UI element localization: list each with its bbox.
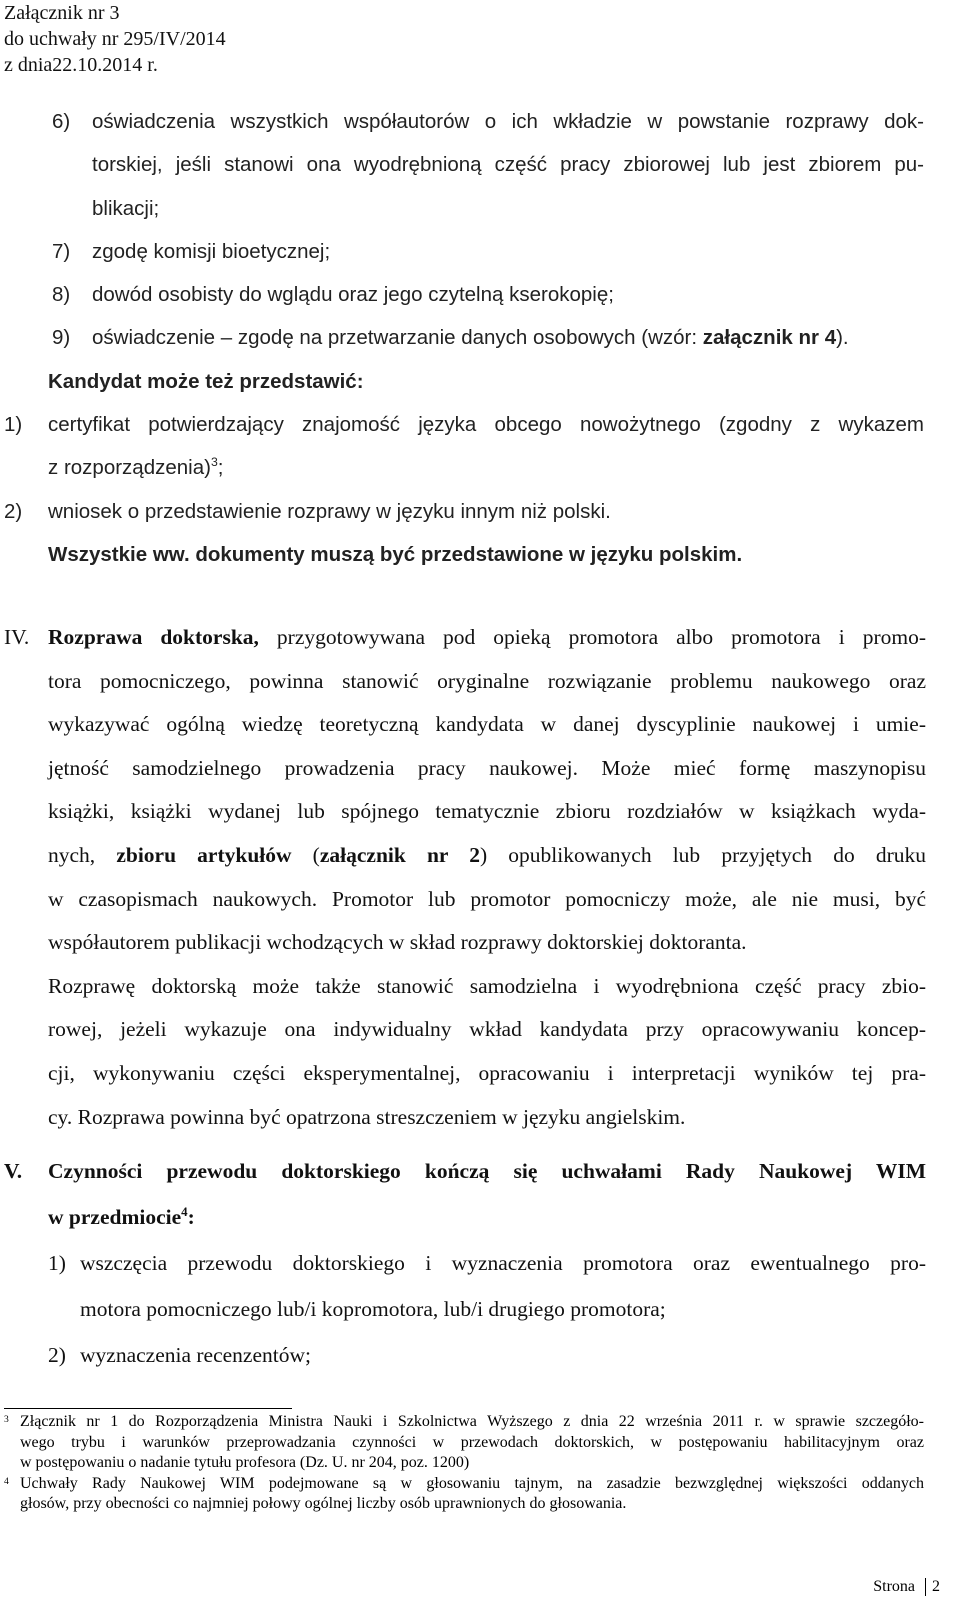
list-item-6 [52,100,960,143]
paragraph-line: rowej, jeżeli wykazuje ona indywidualny wkład kandydata przy opracowywaniu koncep- [48,1017,926,1042]
list-number: 1) [4,413,23,437]
list-number: 8) [52,283,71,307]
paragraph-line: wykazywać ogólną wiedzę teoretyczną kandydata w danej dyscyplinie naukowej i umie- [48,712,926,737]
list-item-text: wszczęcia przewodu doktorskiego i wyznaczenia promotora oraz ewentualnego pro- [80,1251,926,1275]
resolution-number: do uchwały nr 295/IV/2014 [4,28,226,50]
page-number: 2 [932,1578,940,1595]
annex-header [4,0,226,78]
list-item-text-part: ; [217,456,224,480]
paragraph-line: Rozprawę doktorską może także stanowić samodzielna i wyodrębniona część pracy zbio- [48,973,926,998]
list-item-text-part: oświadczenie – zgodę na przetwarzanie danych osobowych (wzór: [92,326,703,350]
list-item-text: certyfikat potwierdzający znajomość języka obcego nowożytnego (zgodny z wykazem [48,413,924,437]
footnote-3-line-1: 3 Złącznik nr 1 do Rozporządzenia Ministra Nauki i Szkolnictwa Wyższego z dnia 22 września 2011 r. w sprawie szczegóło- [4,1412,924,1433]
paragraph-line: tora pomocniczego, powinna stanowić oryginalne rozwiązanie problemu naukowego oraz [48,668,926,693]
section-number: IV. [4,625,30,649]
section-heading: w przedmiocie [48,1205,182,1229]
paragraph-line [48,616,926,660]
resolution-item-2 [48,1332,960,1378]
language-requirement [48,533,960,576]
paragraph-text: przygotowywana pod opieką promotora albo promotora i promo- [258,625,926,649]
list-item-text [92,316,849,359]
articles-term: zbioru artykułów [116,842,292,867]
section-v [0,1148,960,1378]
list-item-text: dowód osobisty do wglądu oraz jego czytelną kserokopię; [92,283,614,307]
paragraph-line: książki, książki wydanej lub spójnego tematycznie zbioru rozdziałów w książkach wyda- [48,799,926,824]
annex-reference: załącznik nr 4 [702,326,837,350]
footnote-text: głosów, przy obecności co najmniej połowy ogólnej liczby osób uprawnionych do głosowania. [20,1495,627,1512]
page-number-label: Strona [873,1578,926,1596]
list-number: 7) [52,239,71,263]
list-item-7 [52,230,960,273]
dissertation-term: Rozprawa doktorska, [48,625,259,649]
section-number: V. [4,1159,23,1183]
list-number: 2) [4,499,23,523]
resolution-item-1 [48,1240,960,1286]
list-number: 1) [48,1251,66,1275]
list-item-text: oświadczenia wszystkich współautorów o ich wkładzie w powstanie rozprawy dok- [92,110,924,133]
paragraph-text: ) opublikowanych lub przyjętych do druku [479,842,926,867]
optional-item-1 [4,403,960,446]
annex-reference: załącznik nr 2 [319,842,480,867]
footnote-text: w postępowaniu o nadanie tytułu profesora (Dz. U. nr 204, poz. 1200) [20,1454,470,1471]
optional-item-2 [4,490,960,533]
paragraph-line: jętność samodzielnego prowadzenia pracy naukowej. Może mieć formę maszynopisu [48,755,926,780]
list-item-text-part: ). [836,326,849,350]
section-v-heading-line-1 [4,1148,960,1194]
list-item-text: wniosek o przedstawienie rozprawy w języku innym niż polski. [48,499,611,523]
optional-documents-heading [48,360,960,403]
paragraph-line: współautorem publikacji wchodzących w skład rozprawy doktorskiej doktoranta. [48,930,747,955]
footnote-4-line-1: 4 Uchwały Rady Naukowej WIM podejmowane są w głosowaniu tajnym, na zasadzie bezwzględnej większości oddanych [4,1474,924,1495]
paragraph-line: cji, wykonywaniu części eksperymentalnej, opracowaniu i interpretacji wyników tej pra- [48,1060,926,1085]
section-heading: Czynności przewodu doktorskiego kończą się uchwałami Rady Naukowej WIM [48,1159,926,1183]
section-heading: : [187,1205,195,1229]
footnote-ref: 3 [210,455,218,470]
list-item-8 [52,273,960,316]
list-number: 6) [52,110,71,133]
paragraph-line: cy. Rozprawa powinna być opatrzona streszczeniem w języku angielskim. [48,1104,686,1129]
footnote-ref: 4 [181,1204,188,1219]
requirement-text: Wszystkie ww. dokumenty muszą być przedstawione w języku polskim. [48,542,743,566]
list-number: 9) [52,326,71,350]
footnote-text: Uchwały Rady Naukowej WIM podejmowane są w głosowaniu tajnym, na zasadzie bezwzględnej większości oddanych [20,1474,924,1492]
paragraph-text: ( [291,842,320,867]
list-number: 2) [48,1343,66,1367]
paragraph-text: nych, [48,842,117,867]
list-item-text [48,446,960,489]
footnote-separator [4,1408,292,1409]
list-item-text: blikacji; [92,196,160,220]
annex-title: Załącznik nr 3 [4,2,120,24]
list-item-text: wyznaczenia recenzentów; [80,1343,311,1367]
list-item-text: torskiej, jeśli stanowi ona wyodrębnioną część pracy zbiorowej lub jest zbiorem pu- [92,153,924,177]
list-item-text-part: z rozporządzenia) [48,456,211,480]
list-item-text: motora pomocniczego lub/i kopromotora, lub/i drugiego promotora; [80,1297,666,1321]
resolution-date: z dnia22.10.2014 r. [4,54,158,76]
section-v-heading-line-2 [48,1194,960,1240]
section-iv-line-1 [4,616,960,660]
section-iv [0,616,960,1139]
list-item-text: zgodę komisji bioetycznej; [92,239,331,263]
footnote-text: wego trybu i warunków przeprowadzania czynności w przewodach doktorskich, w postępowaniu habilitacyjnym oraz [20,1433,924,1451]
required-documents-list [0,100,960,576]
paragraph-line [48,834,926,878]
heading-text: Kandydat może też przedstawić: [48,369,364,393]
list-item-9 [52,316,960,359]
paragraph-line: w czasopismach naukowych. Promotor lub promotor pomocniczy może, ale nie musi, być [48,886,926,911]
footnote-text: Złącznik nr 1 do Rozporządzenia Ministra Nauki i Szkolnictwa Wyższego z dnia 22 września 2011 r. w sprawie szczegóło- [20,1413,924,1430]
footnotes [4,1412,924,1515]
